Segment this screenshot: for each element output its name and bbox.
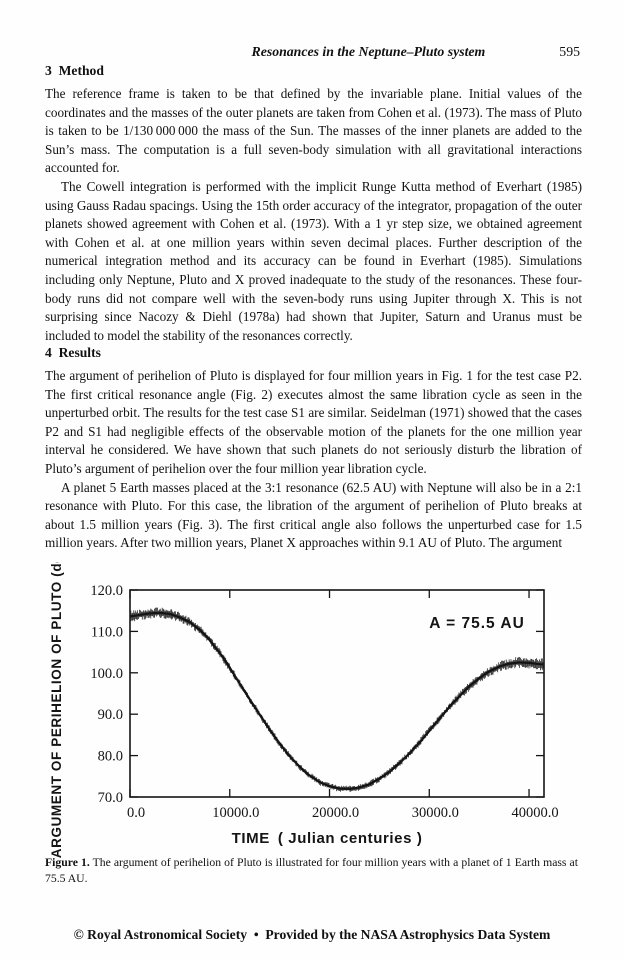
body-paragraph: The Cowell integration is performed with the implicit Runge Kutta method of Everhart (1985) using Gauss Radau spacings. Using the 15th order accuracy of the integrator, propagation of the outer planets showed agreement with Cohen et al. (1973). With a 1 yr step size, we obtained agreement with Cohen et al. at one million years within seven decimal places. Further description of the numerical integration method and its accuracy can be found in Everhart (1985). Simulations including only Neptune, Pluto and X proved inadequate to the study of the resonances. These four-body runs did not compare well with the seven-body runs using Jupiter through X. This is not surprising since Nacozy & Diehl (1978a) had shown that Jupiter, Saturn and Uranus must be included to model the stability of the resonances correctly. <box>45 178 582 343</box>
body-paragraph: The reference frame is taken to be that defined by the invariable plane. Initial values of the coordinates and the masses of the outer planets are taken from Cohen et al. (1973). The mass of Pluto is taken to be 1/130 000 000 the mass of the Sun. The masses of the inner planets are added to the Sun’s mass. The computation is a full seven-body simulation with all gravitational interactions accounted for. <box>45 86 582 176</box>
running-head <box>45 44 580 60</box>
svg-text:120.0: 120.0 <box>90 583 123 599</box>
svg-text:100.0: 100.0 <box>90 665 123 682</box>
ads-footer: © Royal Astronomical Society • Provided by the NASA Astrophysics Data System <box>73 927 551 942</box>
svg-text:80.0: 80.0 <box>97 748 123 765</box>
svg-text:20000.0: 20000.0 <box>311 805 360 821</box>
svg-text:ARGUMENT OF PERIHELION OF PLUT: ARGUMENT OF PERIHELION OF PLUTO (deg) <box>49 562 64 858</box>
page-number: 595 <box>559 44 580 59</box>
svg-text:40000.0: 40000.0 <box>511 805 559 821</box>
svg-text:70.0: 70.0 <box>97 790 123 806</box>
svg-text:TIME ( Julian centuries ): TIME ( Julian centuries ) <box>231 830 423 847</box>
running-head-title: Resonances in the Neptune–Pluto system <box>251 44 486 59</box>
svg-text:0.0: 0.0 <box>126 805 146 821</box>
section-heading-method: 3 Method <box>45 63 104 78</box>
svg-text:90.0: 90.0 <box>97 707 123 724</box>
svg-text:10000.0: 10000.0 <box>212 805 260 821</box>
figure-caption-text: The argument of perihelion of Pluto is illustrated for four million years with a planet of 1 Earth mass at 75.5 AU. <box>45 856 578 885</box>
section-heading-results: 4 Results <box>45 345 101 360</box>
svg-text:A = 75.5 AU: A = 75.5 AU <box>429 615 525 632</box>
section-body-method <box>45 85 582 345</box>
svg-text:110.0: 110.0 <box>90 624 123 641</box>
section-body-results <box>45 367 582 553</box>
body-paragraph: A planet 5 Earth masses placed at the 3:1 resonance (62.5 AU) with Neptune will also be in a 2:1 resonance with Pluto. For this case, the libration of the argument of perihelion of Pluto breaks at about 1.5 million years (Fig. 3). The first critical angle also follows the unperturbed case for 1.5 million years. After two million years, Planet X approaches within 9.1 AU of Pluto. The argument <box>45 479 582 551</box>
perihelion-argument-chart <box>40 562 606 858</box>
figure-1-caption <box>45 855 578 886</box>
svg-text:30000.0: 30000.0 <box>411 805 459 821</box>
body-paragraph: The argument of perihelion of Pluto is displayed for four million years in Fig. 1 for the test case P2. The first critical resonance angle (Fig. 2) executes almost the same libration cycle as seen in the unperturbed orbit. The results for the test case S1 are similar. Seidelman (1971) showed that the cases P2 and S1 had negligible effects of the observable motion of the planets for the one million year interval he considered. We have shown that such planets do not seriously disturb the libration of Pluto’s argument of perihelion over the four million year libration cycle. <box>45 368 582 476</box>
figure-1 <box>40 562 606 858</box>
figure-caption-label: Figure 1. <box>45 856 90 869</box>
